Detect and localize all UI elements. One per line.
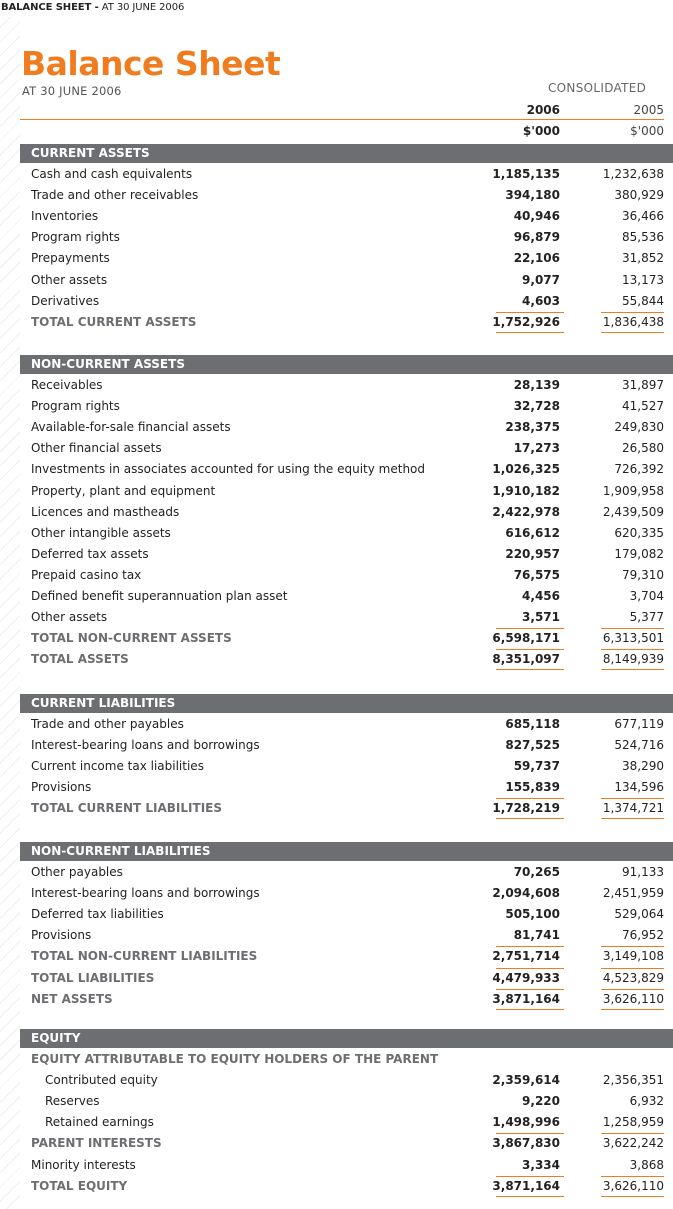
table-row (20, 586, 673, 607)
value-2006: 685,118 (505, 717, 560, 731)
value-2005: 6,313,501 (602, 631, 664, 645)
total-underline (601, 1176, 664, 1177)
row-label: TOTAL CURRENT ASSETS (31, 315, 197, 329)
value-2006: 394,180 (505, 188, 560, 202)
row-label: TOTAL NON-CURRENT LIABILITIES (31, 949, 258, 963)
value-2006: 505,100 (505, 907, 560, 921)
total-underline (496, 628, 564, 629)
row-label: TOTAL ASSETS (31, 652, 129, 666)
total-row (20, 968, 673, 989)
row-label: Cash and cash equivalents (31, 167, 193, 181)
table-row (20, 396, 673, 417)
row-label: Provisions (31, 780, 92, 794)
row-label: Other financial assets (31, 441, 162, 455)
value-2006: 238,375 (505, 420, 560, 434)
row-label: Other assets (31, 273, 108, 287)
total-underline (496, 1176, 564, 1177)
value-2006: 3,871,164 (492, 1179, 560, 1193)
row-label: NET ASSETS (31, 992, 113, 1006)
table-row (20, 862, 673, 883)
section-header (20, 1029, 673, 1048)
table-row (20, 735, 673, 756)
row-label: Retained earnings (45, 1115, 154, 1129)
value-2006: 4,603 (522, 294, 560, 308)
value-2005: 3,704 (629, 589, 664, 603)
value-2006: 4,456 (522, 589, 560, 603)
row-label: Available-for-sale financial assets (31, 420, 231, 434)
value-2006: 4,479,933 (492, 971, 560, 985)
value-2006: 40,946 (513, 209, 560, 223)
value-2005: 76,952 (622, 928, 664, 942)
row-label: Program rights (31, 230, 120, 244)
value-2006: 2,359,614 (492, 1073, 560, 1087)
total-underline (601, 312, 664, 313)
table-row (20, 270, 673, 291)
row-label: EQUITY ATTRIBUTABLE TO EQUITY HOLDERS OF THE PARENT (31, 1052, 439, 1066)
row-label: Deferred tax assets (31, 547, 149, 561)
row-label: Interest-bearing loans and borrowings (31, 886, 260, 900)
row-label: TOTAL EQUITY (31, 1179, 128, 1193)
table-row (20, 164, 673, 185)
value-2005: 55,844 (622, 294, 664, 308)
value-2006: 2,751,714 (492, 949, 560, 963)
running-header-bold: BALANCE SHEET - (1, 2, 99, 13)
section-title: NON-CURRENT ASSETS (31, 357, 185, 371)
header-rule (20, 119, 664, 120)
total-underline (601, 968, 664, 969)
page-subtitle: AT 30 JUNE 2006 (22, 84, 122, 98)
row-label: Property, plant and equipment (31, 484, 216, 498)
row-label: Other intangible assets (31, 526, 171, 540)
row-label: PARENT INTERESTS (31, 1136, 162, 1150)
total-underline (601, 669, 664, 670)
row-label: Deferred tax liabilities (31, 907, 164, 921)
table-row (20, 607, 673, 628)
section-title: NON-CURRENT LIABILITIES (31, 844, 211, 858)
row-label: Prepaid casino tax (31, 568, 142, 582)
value-2006: 1,910,182 (492, 484, 560, 498)
total-underline (601, 1009, 664, 1010)
value-2005: 1,909,958 (602, 484, 664, 498)
value-2006: 3,867,830 (492, 1136, 560, 1150)
total-underline (496, 1133, 564, 1134)
total-underline (601, 332, 664, 333)
table-row (20, 883, 673, 904)
total-underline (601, 798, 664, 799)
table-row (20, 777, 673, 798)
value-2005: 38,290 (622, 759, 664, 773)
value-2006: 6,598,171 (492, 631, 560, 645)
units-2006-heading: $'000 (522, 124, 560, 138)
value-2006: 8,351,097 (492, 652, 560, 666)
row-label: Program rights (31, 399, 120, 413)
row-label: Other payables (31, 865, 123, 879)
year-2005-heading: 2005 (633, 103, 664, 117)
table-row (20, 544, 673, 565)
value-2005: 3,626,110 (602, 992, 664, 1006)
table-row (20, 248, 673, 269)
row-label: Defined benefit superannuation plan asset (31, 589, 288, 603)
table-row (20, 185, 673, 206)
row-label: Trade and other receivables (31, 188, 199, 202)
value-2005: 6,932 (629, 1094, 664, 1108)
value-2005: 3,622,242 (602, 1136, 664, 1150)
value-2006: 1,185,135 (492, 167, 560, 181)
table-row (20, 375, 673, 396)
value-2005: 2,451,959 (602, 886, 664, 900)
row-label: Interest-bearing loans and borrowings (31, 738, 260, 752)
row-label: Current income tax liabilities (31, 759, 204, 773)
value-2005: 41,527 (622, 399, 664, 413)
consolidated-heading: CONSOLIDATED (548, 81, 647, 95)
table-row (20, 481, 673, 502)
value-2005: 620,335 (614, 526, 664, 540)
value-2005: 179,082 (614, 547, 664, 561)
table-row (20, 925, 673, 946)
value-2005: 2,439,509 (602, 505, 664, 519)
total-underline (496, 946, 564, 947)
row-label: Licences and mastheads (31, 505, 180, 519)
value-2006: 76,575 (513, 568, 560, 582)
total-underline (601, 628, 664, 629)
value-2005: 677,119 (614, 717, 664, 731)
table-row (20, 714, 673, 735)
value-2005: 1,374,721 (602, 801, 664, 815)
total-underline (496, 818, 564, 819)
table-row (20, 904, 673, 925)
total-underline (496, 968, 564, 969)
value-2005: 1,232,638 (602, 167, 664, 181)
year-2006-heading: 2006 (526, 103, 560, 117)
total-underline (496, 1009, 564, 1010)
value-2006: 827,525 (505, 738, 560, 752)
row-label: Provisions (31, 928, 92, 942)
table-row (20, 417, 673, 438)
running-header (0, 0, 221, 17)
value-2006: 17,273 (513, 441, 560, 455)
value-2006: 1,026,325 (492, 462, 560, 476)
table-row (20, 291, 673, 312)
table-row (20, 227, 673, 248)
total-row (20, 628, 673, 649)
value-2005: 1,258,959 (602, 1115, 664, 1129)
value-2005: 529,064 (614, 907, 664, 921)
value-2005: 249,830 (614, 420, 664, 434)
value-2006: 9,077 (522, 273, 560, 287)
running-header-rest: AT 30 JUNE 2006 (98, 2, 185, 13)
table-row (20, 438, 673, 459)
row-label: Investments in associates accounted for using the equity method (31, 462, 426, 476)
row-label: Other assets (31, 610, 108, 624)
row-label: Derivatives (31, 294, 100, 308)
value-2005: 5,377 (629, 610, 664, 624)
total-underline (601, 989, 664, 990)
value-2006: 59,737 (513, 759, 560, 773)
total-underline (496, 1196, 564, 1197)
value-2005: 3,868 (629, 1158, 664, 1172)
value-2006: 81,741 (513, 928, 560, 942)
total-underline (601, 946, 664, 947)
value-2006: 96,879 (513, 230, 560, 244)
section-header (20, 842, 673, 861)
value-2005: 380,929 (614, 188, 664, 202)
row-label: Prepayments (31, 251, 110, 265)
row-label: Contributed equity (45, 1073, 158, 1087)
value-2006: 2,422,978 (492, 505, 560, 519)
section-header (20, 144, 673, 163)
value-2005: 1,836,438 (602, 315, 664, 329)
value-2005: 31,852 (622, 251, 664, 265)
value-2005: 36,466 (622, 209, 664, 223)
value-2006: 28,139 (513, 378, 560, 392)
value-2005: 85,536 (622, 230, 664, 244)
value-2005: 79,310 (622, 568, 664, 582)
total-underline (496, 798, 564, 799)
table-row (20, 1112, 673, 1133)
total-underline (601, 1196, 664, 1197)
value-2005: 524,716 (614, 738, 664, 752)
table-row (20, 565, 673, 586)
value-2006: 220,957 (505, 547, 560, 561)
value-2005: 3,626,110 (602, 1179, 664, 1193)
total-row (20, 1049, 673, 1070)
value-2006: 3,871,164 (492, 992, 560, 1006)
total-row (20, 946, 673, 967)
row-label: Trade and other payables (31, 717, 184, 731)
row-label: TOTAL NON-CURRENT ASSETS (31, 631, 232, 645)
value-2005: 134,596 (614, 780, 664, 794)
table-row (20, 523, 673, 544)
value-2006: 1,498,996 (492, 1115, 560, 1129)
table-row (20, 1155, 673, 1176)
table-row (20, 1091, 673, 1112)
value-2005: 2,356,351 (602, 1073, 664, 1087)
row-label: Inventories (31, 209, 99, 223)
section-title: EQUITY (31, 1031, 81, 1045)
value-2006: 1,752,926 (492, 315, 560, 329)
page-title: Balance Sheet (21, 44, 281, 83)
value-2006: 22,106 (513, 251, 560, 265)
value-2005: 4,523,829 (602, 971, 664, 985)
total-row (20, 649, 673, 670)
table-row (20, 502, 673, 523)
total-underline (496, 332, 564, 333)
total-underline (601, 818, 664, 819)
value-2006: 155,839 (505, 780, 560, 794)
value-2005: 13,173 (622, 273, 664, 287)
value-2006: 3,334 (522, 1158, 560, 1172)
total-row (20, 312, 673, 333)
value-2006: 616,612 (505, 526, 560, 540)
total-underline (496, 312, 564, 313)
total-row (20, 989, 673, 1010)
value-2006: 32,728 (513, 399, 560, 413)
value-2005: 31,897 (622, 378, 664, 392)
table-row (20, 1070, 673, 1091)
table-row (20, 756, 673, 777)
row-label: TOTAL LIABILITIES (31, 971, 155, 985)
value-2006: 9,220 (522, 1094, 560, 1108)
section-header (20, 694, 673, 713)
value-2005: 26,580 (622, 441, 664, 455)
value-2006: 1,728,219 (492, 801, 560, 815)
value-2006: 3,571 (522, 610, 560, 624)
units-2005-heading: $'000 (630, 124, 664, 138)
total-row (20, 798, 673, 819)
row-label: Reserves (45, 1094, 100, 1108)
section-header (20, 355, 673, 374)
row-label: Minority interests (31, 1158, 136, 1172)
total-underline (601, 1133, 664, 1134)
total-underline (601, 649, 664, 650)
total-underline (496, 669, 564, 670)
section-title: CURRENT LIABILITIES (31, 696, 176, 710)
table-row (20, 459, 673, 480)
total-row (20, 1133, 673, 1154)
total-row (20, 1176, 673, 1197)
row-label: TOTAL CURRENT LIABILITIES (31, 801, 222, 815)
total-underline (496, 649, 564, 650)
total-underline (496, 989, 564, 990)
value-2005: 91,133 (622, 865, 664, 879)
table-row (20, 206, 673, 227)
value-2006: 70,265 (513, 865, 560, 879)
value-2006: 2,094,608 (492, 886, 560, 900)
row-label: Receivables (31, 378, 103, 392)
value-2005: 8,149,939 (602, 652, 664, 666)
value-2005: 726,392 (614, 462, 664, 476)
section-title: CURRENT ASSETS (31, 146, 150, 160)
value-2005: 3,149,108 (602, 949, 664, 963)
